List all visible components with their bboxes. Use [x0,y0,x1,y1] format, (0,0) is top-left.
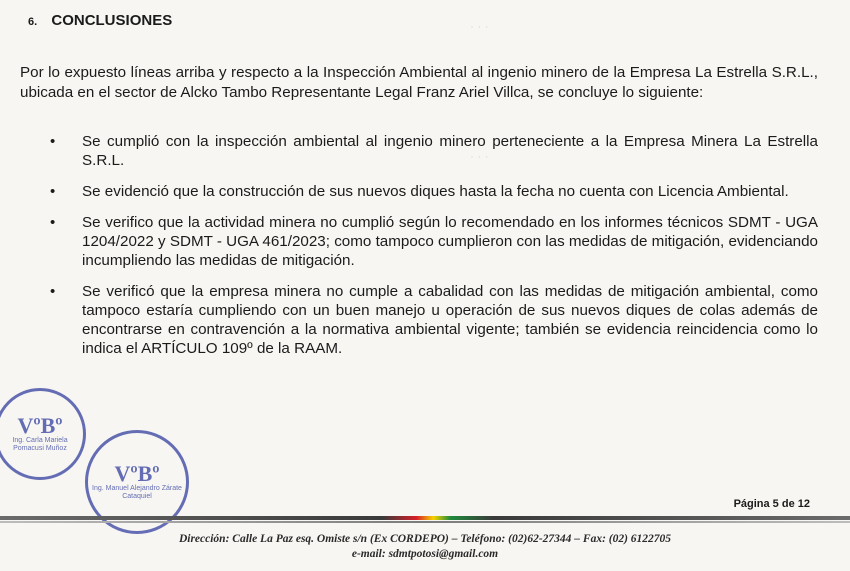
list-item-text: Se cumplió con la inspección ambiental al ingenio minero perteneciente a la Empresa Minera La Estrella S.R.L. [82,133,818,169]
section-heading [28,12,172,29]
approval-stamp-icon [0,388,86,480]
section-number: 6. [28,16,38,28]
stamp-name: Ing. Manuel Alejandro Zárate Cataquiel [92,485,182,500]
list-item [40,282,818,358]
bullet-icon: • [50,214,56,231]
page-number: Página 5 de 12 [733,498,810,510]
bullet-icon: • [50,283,56,300]
stamp-vobo: VºBº [17,413,63,438]
conclusions-list [40,132,818,370]
footer-color-band [0,516,850,520]
bleed-through-text: · · · [470,149,489,163]
bleed-through-text: · · · [470,19,489,33]
list-item [40,182,818,201]
footer-divider [0,521,850,523]
footer-contact [0,532,850,562]
bullet-icon: • [50,133,56,150]
footer-email: e-mail: sdmtpotosi@gmail.com [351,548,499,560]
intro-paragraph: Por lo expuesto líneas arriba y respecto a la Inspección Ambiental al ingenio minero de la Empresa La Estrella S.R.L., ubicada en el sector de Alcko Tambo Representante Legal Franz Ariel Villca, se concluye lo siguiente: [20,64,818,101]
list-item [40,132,818,170]
stamp-name: Ing. Carla Mariela Pomacusi Muñoz [12,437,68,452]
footer-address: Dirección: Calle La Paz esq. Omiste s/n (Ex CORDEPO) – Teléfono: (02)62-27344 – Fax: (02) 6122705 [178,533,672,545]
bullet-icon: • [50,183,56,200]
list-item-text: Se evidenció que la construcción de sus nuevos diques hasta la fecha no cuenta con Licencia Ambiental. [82,183,789,200]
section-title: CONCLUSIONES [51,12,173,29]
list-item [40,213,818,270]
stamp-vobo: VºBº [114,461,160,486]
list-item-text: Se verifico que la actividad minera no cumplió según lo recomendado en los informes técnicos SDMT - UGA 1204/2022 y SDMT - UGA 461/2023; como tampoco cumplieron con las medidas de mitigación, evidenciando incumpliendo las medidas de mitigación. [82,214,818,269]
list-item-text: Se verificó que la empresa minera no cumple a cabalidad con las medidas de mitigación ambiental, como tampoco estaría cumpliendo con un buen manejo u operación de sus nuevos diques de colas además de encontrarse en contravención a la normativa ambiental vigente; también se evidencia reincidencia como lo indica el ARTÍCULO 109º de la RAAM. [82,283,818,357]
